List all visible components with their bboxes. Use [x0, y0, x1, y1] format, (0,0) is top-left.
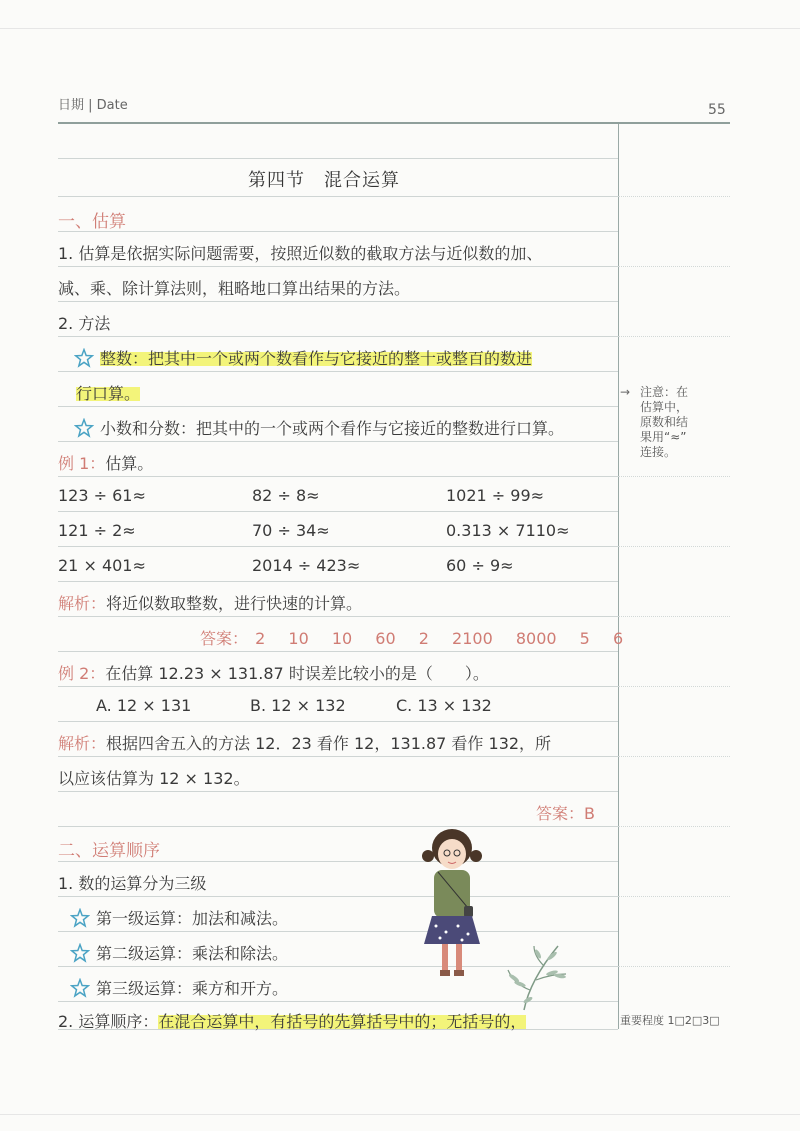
- analysis-1: [58, 591, 362, 614]
- example-2-question: 在估算 12.23 × 131.87 时误差比较小的是（ ）。: [105, 664, 489, 683]
- integer-text: 把其中一个或两个数看作与它接近的整十或整百的数进: [148, 349, 533, 368]
- option-a: A. 12 × 131: [96, 696, 192, 715]
- ruled-line: [58, 406, 618, 407]
- example-2-label: 例 2：: [58, 664, 106, 683]
- order-text: 在混合运算中，有括号的先算括号中的；无括号的，: [158, 1012, 527, 1031]
- arrow-right-icon: →: [620, 385, 631, 399]
- example-2-header: [58, 661, 489, 684]
- ruled-line: [58, 791, 618, 792]
- margin-rule: [618, 124, 619, 1029]
- analysis-label: 解析：: [58, 594, 107, 613]
- answer-value: 5: [579, 629, 590, 648]
- page-top-edge: [0, 28, 800, 29]
- analysis-label: 解析：: [58, 734, 107, 753]
- level-2: [70, 941, 288, 967]
- margin-dotted-line: [618, 196, 730, 197]
- example-1-prompt: 估算。: [105, 454, 154, 473]
- section-heading: 二、运算顺序: [58, 841, 160, 861]
- problem-cell: 60 ÷ 9≈: [446, 556, 514, 575]
- side-note-line: 果用“≈”: [640, 430, 687, 444]
- page-number: 55: [708, 102, 726, 118]
- problem-cell: 21 × 401≈: [58, 556, 146, 575]
- decimal-method: [74, 416, 564, 442]
- girl-illustration: [410, 826, 494, 984]
- ruled-line: [58, 301, 618, 302]
- side-note-line: 注意：在: [640, 385, 689, 399]
- margin-dotted-line: [618, 896, 730, 897]
- analysis-text: 将近似数取整数，进行快速的计算。: [106, 594, 363, 613]
- problem-cell: 2014 ÷ 423≈: [252, 556, 361, 575]
- answer-value: 10: [288, 629, 309, 648]
- example-1-label: 例 1：: [58, 454, 106, 473]
- star-icon: [70, 908, 90, 932]
- answer-1: [200, 626, 623, 649]
- answer-2: [536, 801, 595, 824]
- problem-cell: 70 ÷ 34≈: [252, 521, 330, 540]
- importance-rating: 重要程度 1□2□3□: [620, 1014, 720, 1027]
- star-icon: [74, 418, 94, 442]
- answer-value: 2100: [452, 629, 493, 648]
- ruled-line: [58, 231, 618, 232]
- page-bottom-edge: [0, 1114, 800, 1115]
- ruled-line: [58, 721, 618, 722]
- ruled-line: [58, 861, 618, 862]
- problem-cell: 1021 ÷ 99≈: [446, 486, 545, 505]
- answer-value: B: [584, 804, 595, 823]
- side-note-line: 连接。: [640, 445, 677, 459]
- problem-cell: 0.313 × 7110≈: [446, 521, 570, 540]
- level-text: 第三级运算：乘方和开方。: [96, 979, 289, 998]
- decimal-text: 小数和分数：把其中的一个或两个看作与它接近的整数进行口算。: [100, 419, 565, 438]
- level-text: 第二级运算：乘法和除法。: [96, 944, 289, 963]
- ruled-line: [58, 756, 618, 757]
- plant-illustration: [494, 940, 574, 1012]
- answer-value: 10: [331, 629, 353, 648]
- level-text: 第一级运算：加法和减法。: [96, 909, 289, 928]
- page-title: 第四节 混合运算: [248, 170, 400, 191]
- option-b: B. 12 × 132: [250, 696, 346, 715]
- date-label: 日期 | Date: [58, 98, 128, 113]
- ruled-line: [58, 686, 618, 687]
- ruled-line: [58, 336, 618, 337]
- answer-label: 答案：: [200, 629, 249, 648]
- ruled-line: [58, 896, 618, 897]
- option-c: C. 13 × 132: [396, 696, 492, 715]
- margin-dotted-line: [618, 336, 730, 337]
- margin-dotted-line: [618, 756, 730, 757]
- level-1: [70, 906, 288, 932]
- method-label: 2. 方法: [58, 314, 111, 333]
- definition-line: 减、乘、除计算法则，粗略地口算出结果的方法。: [58, 279, 411, 298]
- header-rule: [58, 122, 730, 124]
- integer-text-cont: 行口算。: [76, 384, 141, 403]
- answer-value: 8000: [515, 629, 557, 648]
- side-note-line: 原数和结: [640, 415, 689, 429]
- margin-dotted-line: [618, 966, 730, 967]
- problem-cell: 123 ÷ 61≈: [58, 486, 146, 505]
- margin-dotted-line: [618, 686, 730, 687]
- order-line: [58, 1009, 526, 1032]
- ruled-line: [58, 616, 618, 617]
- ruled-line: [58, 266, 618, 267]
- margin-dotted-line: [618, 826, 730, 827]
- ruled-line: [58, 826, 618, 827]
- ruled-line: [58, 581, 618, 582]
- integer-method-cont: [76, 381, 140, 404]
- ruled-line: [58, 476, 618, 477]
- margin-dotted-line: [618, 546, 730, 547]
- problem-cell: 82 ÷ 8≈: [252, 486, 320, 505]
- star-icon: [70, 978, 90, 1002]
- order-label: 2. 运算顺序：: [58, 1012, 159, 1031]
- analysis-2-cont: 以应该估算为 12 × 132。: [58, 769, 250, 788]
- levels-label: 1. 数的运算分为三级: [58, 874, 207, 893]
- margin-dotted-line: [618, 266, 730, 267]
- ruled-line: [58, 511, 618, 512]
- section-heading: 一、估算: [58, 212, 126, 232]
- ruled-line: [58, 158, 618, 159]
- definition-line: 1. 估算是依据实际问题需要，按照近似数的截取方法与近似数的加、: [58, 244, 543, 263]
- side-note-line: 估算中，: [640, 400, 689, 414]
- level-3: [70, 976, 288, 1002]
- ruled-line: [58, 196, 618, 197]
- answer-label: 答案：: [536, 804, 585, 823]
- margin-dotted-line: [618, 476, 730, 477]
- problem-cell: 121 ÷ 2≈: [58, 521, 136, 540]
- integer-method: [74, 346, 532, 372]
- analysis-2: [58, 731, 551, 754]
- ruled-line: [58, 546, 618, 547]
- integer-label: 整数：: [100, 349, 149, 368]
- star-icon: [74, 348, 94, 372]
- analysis-text: 根据四舍五入的方法 12．23 看作 12，131.87 看作 132，所: [106, 734, 552, 753]
- answer-value: 2: [255, 629, 266, 648]
- star-icon: [70, 943, 90, 967]
- margin-dotted-line: [618, 616, 730, 617]
- example-1-header: [58, 451, 153, 474]
- ruled-line: [58, 651, 618, 652]
- side-note: [620, 385, 710, 460]
- answer-value: 60: [375, 629, 396, 648]
- answer-value: 6: [612, 629, 624, 648]
- answer-value: 2: [418, 629, 429, 648]
